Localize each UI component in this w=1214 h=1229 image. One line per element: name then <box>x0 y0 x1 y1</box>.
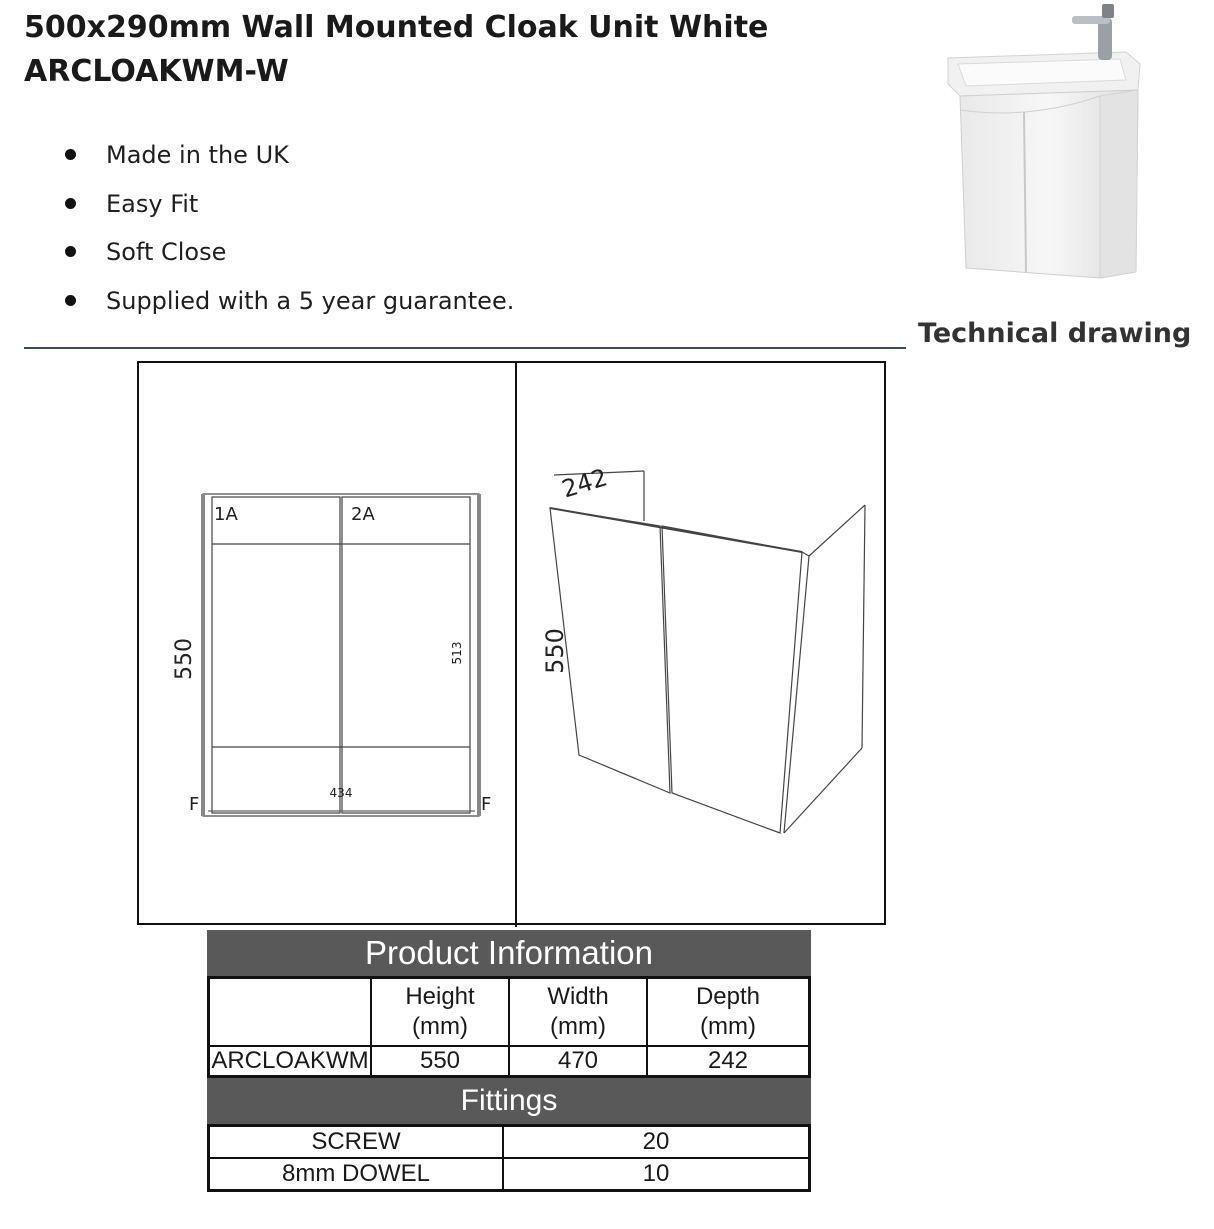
fittings-table <box>207 1124 811 1192</box>
bullet-icon <box>65 295 76 306</box>
bullet-icon <box>65 198 76 209</box>
fittings-title: Fittings <box>207 1078 811 1124</box>
section-divider <box>24 347 906 349</box>
front-height-dimension: 550 <box>172 638 197 680</box>
table-header-depth: Depth (mm) <box>647 978 810 1047</box>
table-row <box>209 1046 810 1077</box>
iso-depth-dimension: 242 <box>558 463 611 504</box>
bullet-icon <box>65 246 76 257</box>
title-line-1: 500x290mm Wall Mounted Cloak Unit White <box>24 10 769 45</box>
label-f-left: F <box>189 794 200 815</box>
label-1a: 1A <box>214 504 238 525</box>
front-view <box>203 494 479 816</box>
label-f-right: F <box>481 794 492 815</box>
fitting-qty: 20 <box>503 1126 810 1159</box>
table-row <box>209 1126 810 1159</box>
front-outline <box>203 494 479 816</box>
product-info-title: Product Information <box>207 930 811 976</box>
label-2a: 2A <box>351 504 375 525</box>
front-inner-height-dimension: 513 <box>450 641 464 665</box>
isometric-view <box>550 471 865 833</box>
table-header-blank <box>209 978 372 1047</box>
front-width-dimension: 434 <box>329 786 353 800</box>
table-header-width: Width (mm) <box>509 978 647 1047</box>
table-header-row <box>209 978 810 1047</box>
cell-depth: 242 <box>647 1046 810 1077</box>
technical-drawing <box>137 361 886 925</box>
section-heading-technical-drawing: Technical drawing <box>918 318 1192 349</box>
title-line-2: ARCLOAKWM-W <box>24 54 289 89</box>
cell-width: 470 <box>509 1046 647 1077</box>
table-header-height: Height (mm) <box>371 978 509 1047</box>
bullet-icon <box>65 149 76 160</box>
iso-height-dimension: 550 <box>541 628 569 674</box>
table-row <box>209 1158 810 1191</box>
fitting-qty: 10 <box>503 1158 810 1191</box>
fitting-item: SCREW <box>209 1126 504 1159</box>
fitting-item: 8mm DOWEL <box>209 1158 504 1191</box>
product-title <box>24 6 768 94</box>
product-info-table <box>207 930 811 1192</box>
cloak-unit-photo <box>940 0 1150 285</box>
dimensions-table <box>207 976 811 1078</box>
cell-height: 550 <box>371 1046 509 1077</box>
cell-code: ARCLOAKWM <box>209 1046 372 1077</box>
drawing-canvas <box>139 363 888 927</box>
